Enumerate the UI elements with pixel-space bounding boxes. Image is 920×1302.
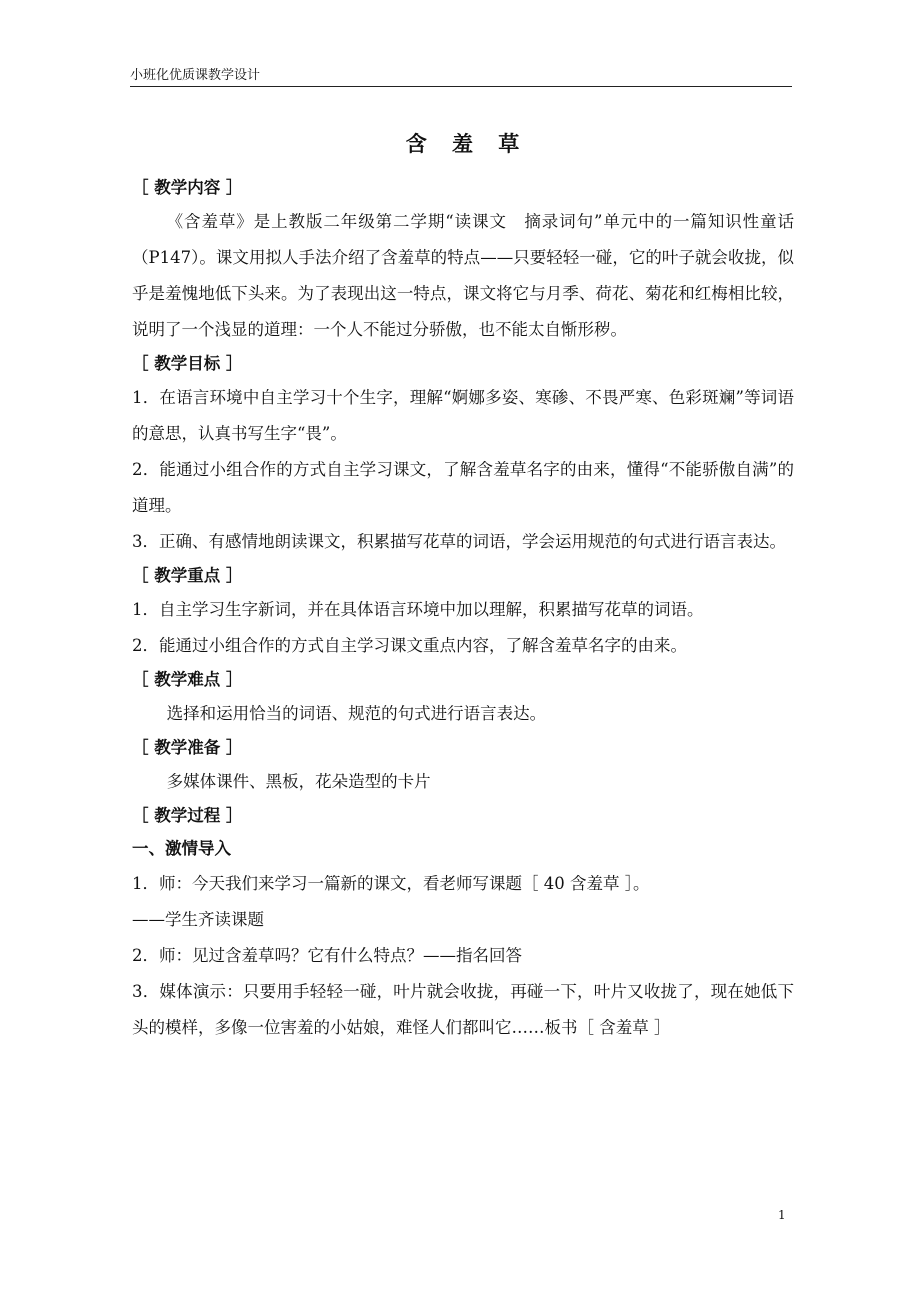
- section-heading-difficulty: ［ 教学难点 ］: [132, 670, 243, 689]
- section-heading-goals: ［ 教学目标 ］: [132, 354, 243, 373]
- key-point-1: 1．自主学习生字新词，并在具体语言环境中加以理解，积累描写花草的词语。: [132, 600, 704, 619]
- section-heading-key-points: ［ 教学重点 ］: [132, 566, 243, 585]
- header-divider: [130, 86, 792, 87]
- process-subheading: 一、激情导入: [132, 839, 231, 858]
- goal-item-3: 3．正确、有感情地朗读课文，积累描写花草的词语，学会运用规范的句式进行语言表达。: [132, 532, 786, 551]
- preparation-paragraph: 多媒体课件、黑板，花朵造型的卡片: [166, 772, 431, 791]
- page-header: 小班化优质课教学设计: [130, 68, 261, 83]
- process-item-2: ——学生齐读课题: [132, 910, 264, 929]
- process-item-1: 1．师：今天我们来学习一篇新的课文，看老师写课题［ 40 含羞草 ］。: [132, 874, 650, 893]
- goal-item-1: 1．在语言环境中自主学习十个生字，理解“婀娜多姿、寒碜、不畏严寒、色彩斑斓”等词语的意思，认真书写生字“畏”。: [132, 388, 794, 443]
- section-heading-content: ［ 教学内容 ］: [132, 178, 243, 197]
- section-heading-preparation: ［ 教学准备 ］: [132, 738, 243, 757]
- document-body: [132, 128, 794, 1046]
- process-item-4: 3．媒体演示：只要用手轻轻一碰，叶片就会收拢，再碰一下，叶片又收拢了，现在她低下头的模样，多像一位害羞的小姑娘，难怪人们都叫它……板书［ 含羞草 ］: [132, 982, 794, 1037]
- section-heading-process: ［ 教学过程 ］: [132, 806, 243, 825]
- goal-item-2: 2．能通过小组合作的方式自主学习课文，了解含羞草名字的由来，懂得“不能骄傲自满”的道理。: [132, 460, 794, 515]
- page-number: 1: [778, 1208, 786, 1222]
- key-point-2: 2．能通过小组合作的方式自主学习课文重点内容，了解含羞草名字的由来。: [132, 636, 687, 655]
- content-paragraph: 《含羞草》是上教版二年级第二学期“读课文 摘录词句”单元中的一篇知识性童话（P147）。课文用拟人手法介绍了含羞草的特点——只要轻轻一碰，它的叶子就会收拢，似乎是羞愧地低下头来。为了表现出这一特点，课文将它与月季、荷花、菊花和红梅相比较，说明了一个浅显的道理：一个人不能过分骄傲，也不能太自惭形秽。: [132, 212, 794, 339]
- difficulty-paragraph: 选择和运用恰当的词语、规范的句式进行语言表达。: [166, 704, 547, 723]
- document-title: 含 羞 草: [405, 131, 529, 156]
- process-item-3: 2．师：见过含羞草吗？它有什么特点？——指名回答: [132, 946, 522, 965]
